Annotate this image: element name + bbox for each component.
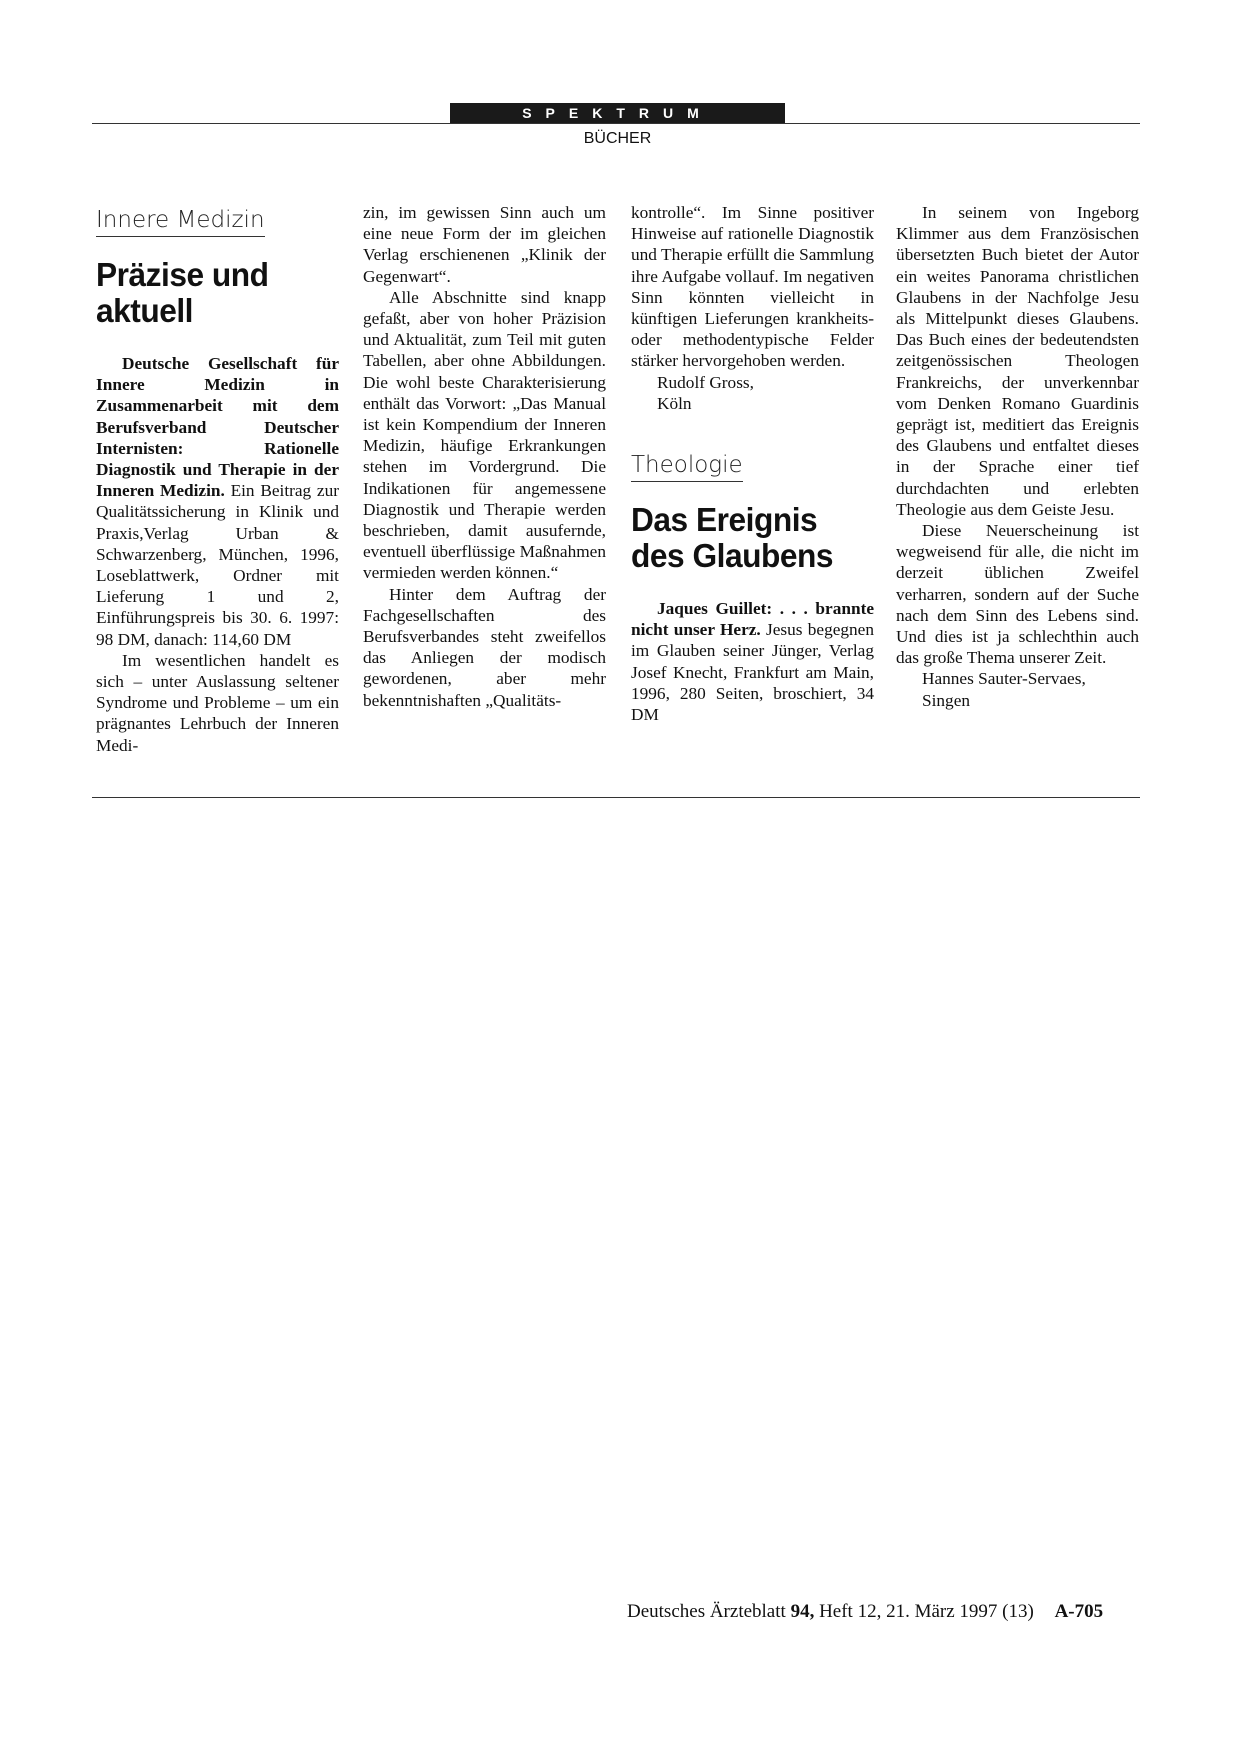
column-2 <box>363 202 606 711</box>
review-1-paragraph-2: Alle Abschnitte sind knapp gefaßt, aber von hoher Präzision und Aktualität, zum Teil mit guten Tabellen, aber ohne Abbildungen. Die wohl beste Charakterisierung enthält das Vorwort: „Das Manual ist kein Kompendium der Inneren Medizin, häufige Erkrankungen stehen im Vordergrund. Die Indikationen für angemessene Diagnostik und Therapie werden beschrieben, damit ausufernde, eventuell überflüssige Maßnahmen vermieden werden können.“ <box>363 287 606 583</box>
subsection-label: BÜCHER <box>583 130 652 147</box>
review-1-paragraph-3b: kontrolle“. Im Sinne positiver Hinweise auf rationelle Diagnostik und Therapie erfüllt die Sammlung ihre Aufgabe vollauf. Im negativen Sinn könnten vielleicht in künftigen Lieferungen krankheits- oder methodentypische Felder stärker hervorgehoben werden. <box>631 203 874 371</box>
review-1-paragraph-3a: Hinter dem Auftrag der Fachgesellschaften des Berufsverbandes steht zweifellos das Anliegen der modisch gewordenen, aber mehr bekenntnishaften „Qualitäts- <box>363 584 606 710</box>
footer-page-number: A-705 <box>1054 1601 1104 1622</box>
rubric-innere-medizin: Innere Medizin <box>96 206 265 237</box>
headline-line-2: des Glaubens <box>631 537 833 575</box>
page-footer <box>627 1600 1103 1624</box>
review-2-signature <box>896 668 1139 710</box>
review-1-paragraph-1a: Im wesentlichen handelt es sich – unter Auslassung seltener Syndrome und Probleme – um ein prägnantes Lehrbuch der Inneren Medi- <box>96 650 339 755</box>
bibliography-2-details: Jesus begegnen im Glauben seiner Jünger, Verlag Josef Knecht, Frankfurt am Main, 1996, 280 Seiten, broschiert, 34 DM <box>631 620 874 725</box>
review-1-paragraph-1b: zin, im gewissen Sinn auch um eine neue Form der im gleichen Verlag erschienenen „Klinik der Gegenwart“. <box>363 203 606 286</box>
bibliography-1 <box>96 353 339 650</box>
column-4 <box>896 202 1139 711</box>
review-2-city: Singen <box>922 690 971 710</box>
column-3 <box>631 202 874 725</box>
bibliography-1-title: Deutsche Gesellschaft für Innere Medizin in Zusammenarbeit mit dem Berufsverband Deutscher Internisten: Rationelle Diagnostik und Therapie in der Inneren Medizin. <box>96 354 339 501</box>
review-2-paragraph-1: In seinem von Ingeborg Klimmer aus dem Französischen übersetzten Buch bietet der Autor ein weites Panorama christlichen Glaubens in der Nachfolge Jesu als Mittelpunkt dieses Glaubens. Das Buch eines der bedeutendsten zeitgenössischen Theologen Frankreichs, der unverkennbar vom Denken Romano Guardinis geprägt ist, meditiert das Ereignis des Glaubens und entfaltet dieses in der Sprache einer tief durchdachten und erlebten Theologie aus dem Geiste Jesu. <box>896 203 1139 519</box>
bibliography-1-details: Ein Beitrag zur Qualitätssicherung in Klinik und Praxis,Verlag Urban & Schwarzenberg, München, 1996, Loseblattwerk, Ordner mit Lieferung 1 und 2, Einführungspreis bis 30. 6. 1997: 98 DM, danach: 114,60 DM <box>96 481 340 649</box>
review-2-paragraph-2: Diese Neuerscheinung ist wegweisend für alle, die nicht im derzeit üblichen Zweifel verharren, sondern auf der Suche nach dem Sinn des Lebens sind. Und dies ist ja schlechthin auch das große Thema unserer Zeit. <box>896 521 1139 668</box>
footer-volume: 94, <box>790 1601 815 1622</box>
bibliography-2 <box>631 598 874 725</box>
review-2-author: Hannes Sauter-Servaes, <box>922 669 1086 689</box>
headline-das-ereignis-des-glaubens <box>631 502 864 574</box>
review-1-author: Rudolf Gross, <box>657 372 754 392</box>
headline-praezise-und-aktuell <box>96 257 329 329</box>
footer-journal: Deutsches Ärzteblatt <box>627 1601 786 1622</box>
review-1-signature <box>631 372 874 414</box>
bottom-rule <box>92 797 1140 798</box>
section-band: SPEKTRUM <box>450 103 785 124</box>
rubric-theologie: Theologie <box>631 451 743 482</box>
headline-line-2: aktuell <box>96 292 194 329</box>
column-1 <box>96 202 339 756</box>
headline-line-1: Präzise und <box>96 256 269 293</box>
header-rule <box>92 123 1140 124</box>
footer-issue: Heft 12, 21. März 1997 (13) <box>819 1601 1034 1622</box>
bibliography-2-title: Jaques Guillet: . . . brannte nicht unser Herz. <box>631 599 874 640</box>
review-1-city: Köln <box>657 393 692 413</box>
headline-line-1: Das Ereignis <box>631 501 818 539</box>
